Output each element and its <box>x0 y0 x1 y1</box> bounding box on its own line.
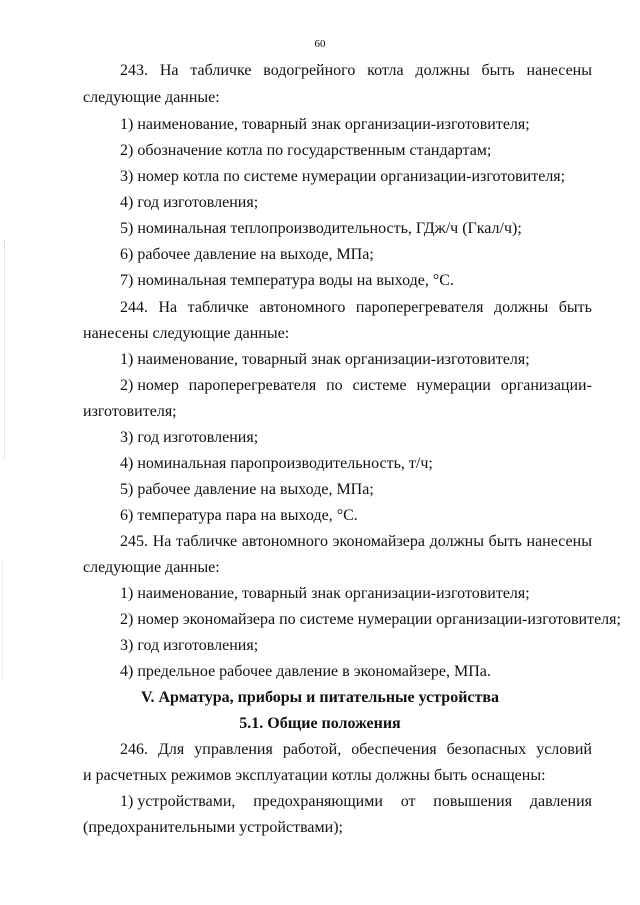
word: системе <box>352 377 407 394</box>
subsection-heading: 5.1. Общие положения <box>239 715 401 732</box>
word: обеспечения <box>351 741 437 758</box>
list-item: 4) год изготовления; <box>120 194 259 211</box>
word: 245. <box>120 533 148 550</box>
word: нанесены <box>526 533 592 550</box>
paragraph-245-line-2: следующие данные: <box>83 559 220 576</box>
word: водогрейного <box>263 62 356 79</box>
word: табличке <box>176 533 238 550</box>
word: давления <box>529 793 592 810</box>
word: На <box>159 62 179 79</box>
word: Для <box>158 741 185 758</box>
scan-margin-marks <box>4 240 6 460</box>
word: 2) номер <box>120 377 179 394</box>
word: пароперегревателя <box>188 377 317 394</box>
list-item: 6) температура пара на выходе, °С. <box>120 507 358 524</box>
list-item: 1) наименование, товарный знак организации-изготовителя; <box>120 116 530 133</box>
list-item: 2) номер экономайзера по системе нумерации организации-изготовителя; <box>120 611 621 628</box>
word: должны <box>493 299 549 316</box>
word: котла <box>367 62 404 79</box>
word: безопасных <box>446 741 527 758</box>
word: работой, <box>282 741 342 758</box>
word: 243. <box>120 62 148 79</box>
word: быть <box>558 299 592 316</box>
list-item: 2) обозначение котла по государственным стандартам; <box>120 142 492 159</box>
word: по <box>326 377 343 394</box>
word: организации- <box>500 377 592 394</box>
word: быть <box>488 533 522 550</box>
word: табличке <box>187 299 249 316</box>
word: табличке <box>190 62 252 79</box>
word: На <box>158 299 178 316</box>
word: нумерации <box>416 377 491 394</box>
word: пароперегревателя <box>355 299 484 316</box>
section-heading: V. Арматура, приборы и питательные устройства <box>140 689 500 706</box>
list-item: 3) год изготовления; <box>120 637 259 654</box>
list-item <box>120 376 592 396</box>
list-item: 1) наименование, товарный знак организации-изготовителя; <box>120 585 530 602</box>
word: повышения <box>433 793 513 810</box>
word: экономайзера <box>332 533 425 550</box>
word: 1) устройствами, <box>120 793 236 810</box>
word: На <box>152 533 172 550</box>
word: от <box>400 793 416 810</box>
paragraph-245-line-1 <box>120 532 592 552</box>
paragraph-246-line-2: и расчетных режимов эксплуатации котлы должны быть оснащены: <box>83 767 546 784</box>
list-item-continuation: (предохранительными устройствами); <box>83 819 343 836</box>
scan-margin-marks-lower <box>2 560 4 680</box>
list-item: 4) номинальная паропроизводительность, т/ч; <box>120 455 433 472</box>
word: управления <box>194 741 273 758</box>
list-item: 4) предельное рабочее давление в экономайзере, МПа. <box>120 663 491 680</box>
word: автономного <box>241 533 328 550</box>
list-item <box>120 792 592 812</box>
word: 244. <box>120 299 148 316</box>
page-number: 60 <box>314 38 326 50</box>
list-item: 3) год изготовления; <box>120 429 259 446</box>
paragraph-244-line-1 <box>120 298 592 318</box>
word: должны <box>415 62 470 79</box>
paragraph-246-line-1 <box>120 740 592 760</box>
word: автономного <box>259 299 346 316</box>
word: условий <box>536 741 592 758</box>
word: быть <box>481 62 515 79</box>
paragraph-243-line-1 <box>120 61 592 81</box>
list-item-continuation: изготовителя; <box>83 403 177 420</box>
paragraph-243-line-2: следующие данные: <box>83 89 220 106</box>
word: предохраняющими <box>253 793 383 810</box>
paragraph-244-line-2: нанесены следующие данные: <box>83 325 290 342</box>
list-item: 1) наименование, товарный знак организации-изготовителя; <box>120 351 530 368</box>
list-item: 6) рабочее давление на выходе, МПа; <box>120 246 374 263</box>
word: 246. <box>120 741 148 758</box>
list-item: 5) рабочее давление на выходе, МПа; <box>120 481 374 498</box>
word: нанесены <box>526 62 592 79</box>
list-item: 3) номер котла по системе нумерации организации-изготовителя; <box>120 168 566 185</box>
list-item: 7) номинальная температура воды на выходе, °С. <box>120 272 454 289</box>
list-item: 5) номинальная теплопроизводительность, ГДж/ч (Гкал/ч); <box>120 220 522 237</box>
word: должны <box>429 533 484 550</box>
